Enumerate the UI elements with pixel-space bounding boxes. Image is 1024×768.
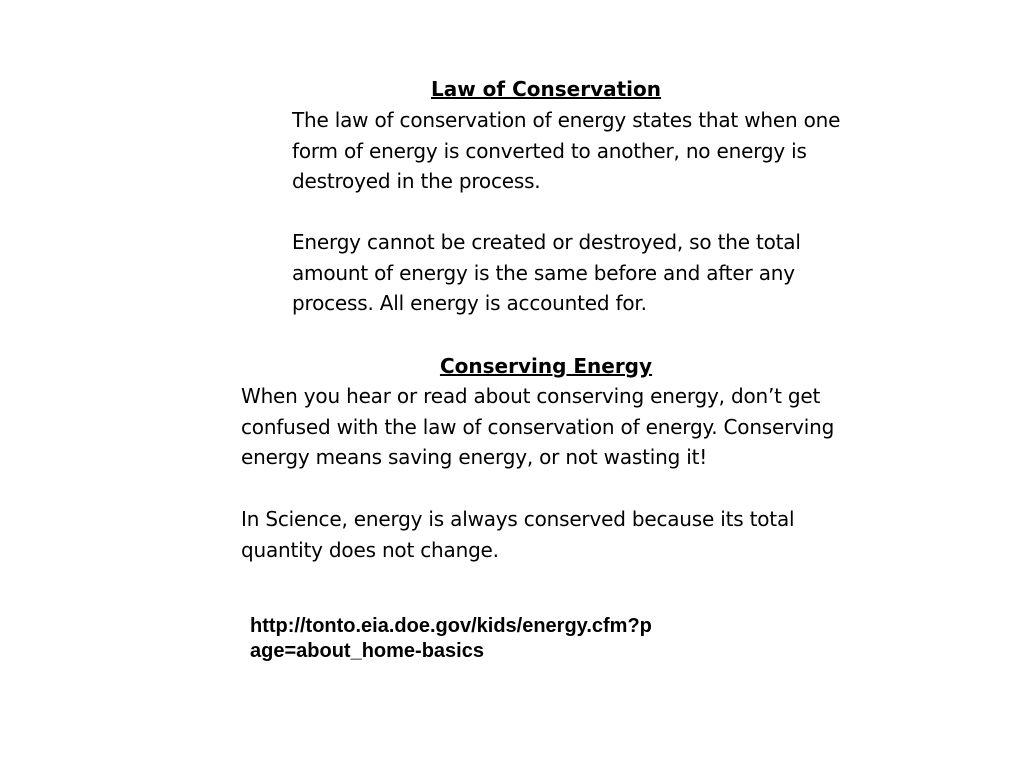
conserving-energy-heading: Conserving Energy <box>439 354 653 378</box>
law-of-conservation-heading: Law of Conservation <box>431 77 661 101</box>
science-conserved-paragraph <box>241 504 853 565</box>
conserving-energy-paragraph <box>241 381 853 473</box>
conserving-energy-text: When you hear or read about conserving energy, don’t get confused with the law of conservation of energy. Conserving energy means saving energy, or not wasting it! <box>241 384 835 470</box>
source-url[interactable] <box>250 614 750 664</box>
source-url-line-2[interactable]: age=about_home-basics <box>250 640 484 662</box>
law-explanation-text: Energy cannot be created or destroyed, so the total amount of energy is the same before and after any process. All energy is accounted for. <box>292 230 801 316</box>
law-explanation-paragraph <box>292 227 854 319</box>
law-definition-paragraph <box>292 105 852 197</box>
science-conserved-text: In Science, energy is always conserved because its total quantity does not change. <box>241 507 795 562</box>
law-definition-text: The law of conservation of energy states that when one form of energy is converted to another, no energy is destroyed in the process. <box>292 108 841 194</box>
source-url-line-1[interactable]: http://tonto.eia.doe.gov/kids/energy.cfm?p <box>250 615 652 637</box>
